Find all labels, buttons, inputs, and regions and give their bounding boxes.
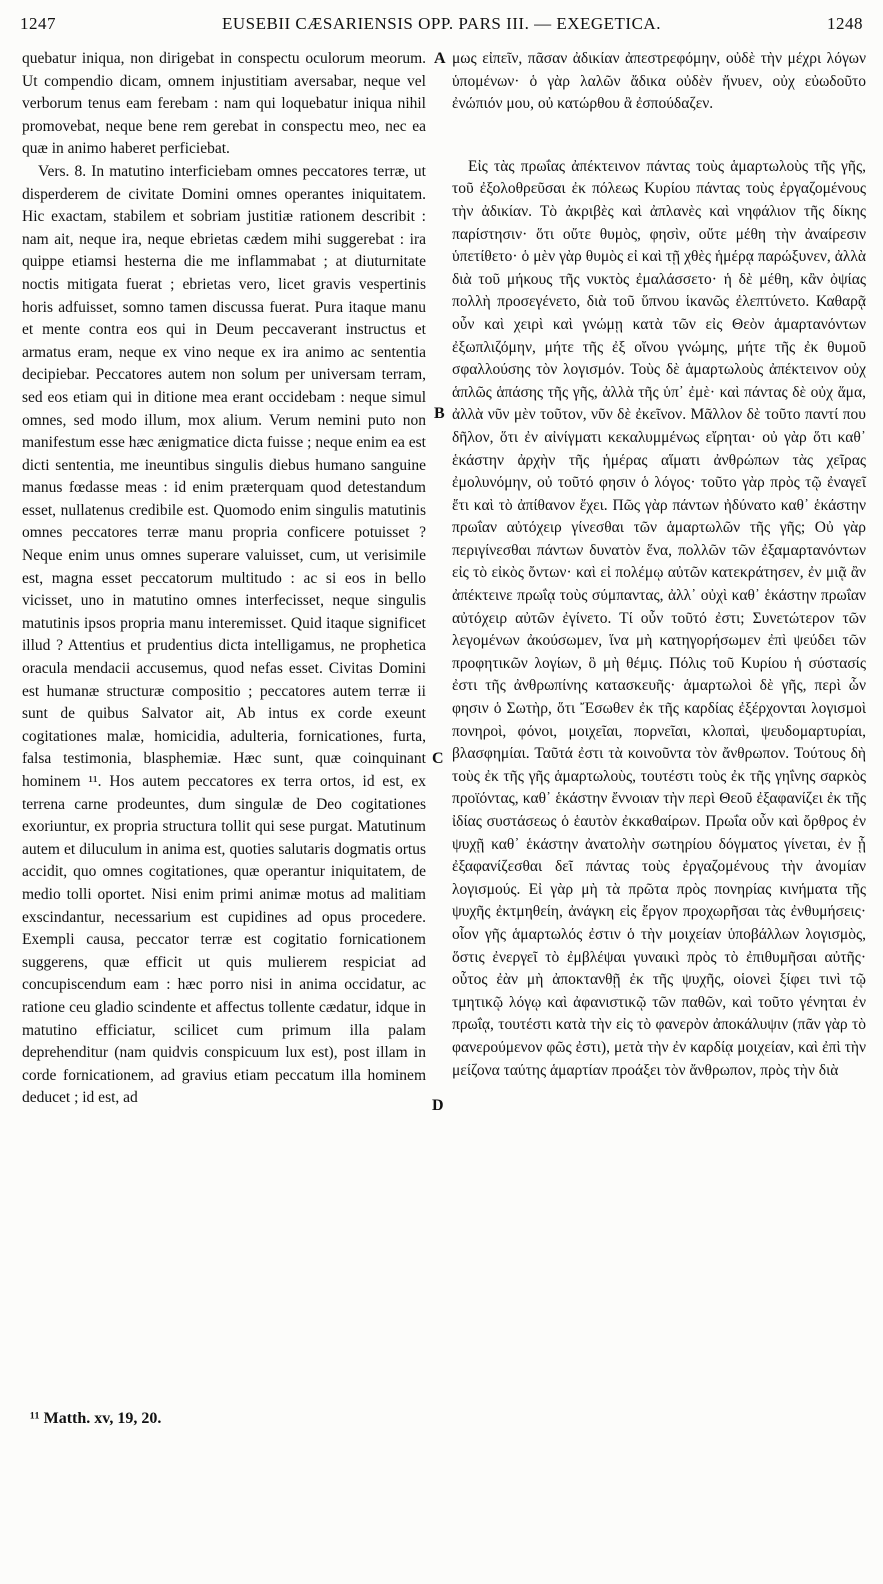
margin-marker-d: D (432, 1097, 444, 1114)
margin-marker-a: A (434, 50, 446, 67)
latin-column (22, 48, 426, 1110)
running-title: EUSEBII CÆSARIENSIS OPP. PARS III. — EXEGETICA. (222, 14, 661, 33)
paragraph-gap (452, 116, 866, 156)
footnote: ¹¹ Matth. xv, 19, 20. (30, 1410, 162, 1427)
latin-paragraph-2: Vers. 8. In matutino interficiebam omnes peccatores terræ, ut disperderem de civitate Domini omnes operantes iniquitatem. Hic exactam, stabilem et sobriam justitiæ rationem describit : nam ait, neque ira, neque ebrietas cædem mihi suggerebat : ira quippe etiamsi hesterna die me inflammabat ; at diuturnitate noctis mitigata fuerat ; ebrietas vero, licet gravis vespertinis horis adfuisset, somno tamen discussa fuerat. Pura itaque manu et mente contra eos qui in Deum peccaverant instructus et armatus eram, neque ex vino neque ex ira animo ac sententia decipiebar. Peccatores autem non solum per universam terram, sed eos etiam qui in ditione mea erant occidebam : neque simul omnes, sed modo illum, mox alium. Verum nemini puto non manifestum esse hæc ænigmatice dicta fuisse ; neque enim ea est dicti sententia, me ineuntibus singulis diebus humano sanguine manus fœdasse meas : id enim præterquam quod detestandum esset, nullatenus credibile est. Quomodo enim singulis matutinis omnes peccatores terræ manu propria conficere potuisset ? Neque enim unus omnes superare valuisset, cum, ut verisimile est, magna esset peccatorum multitudo : ac si eos in bello vicisset, uno in matutino omnes interfecisset, neque singulis matutinis ipsos propria manu interemisset. Quid itaque significet illud ? Attentius et prudentius dicta intelligamus, ne prophetica oracula mendacii accusemus, quod nefas esset. Civitas Domini est humanæ structuræ compositio ; peccatores autem terræ ii sunt de quibus Salvator ait, Ab intus ex corde exeunt cogitationes malæ, homicidia, adulteria, fornicationes, furta, falsa testimonia, blasphemiæ. Hæc sunt, quæ coinquinant hominem ¹¹. Hos autem peccatores ex terra ortos, id est, ex terrena carne prodeuntes, dum singulæ de Deo cogitationes exoriuntur, ex propria structura tollit qui sese purgat. Matutinum autem et diluculum in anima est, quoties salutaris dogmatis ortus accidit, quo omnes cogitationes, quæ operantur iniquitatem, de medio tolli oportet. Nisi enim primi animæ motus ad malitiam exscindantur, necessarium est cupidines ad opus procedere. Exempli causa, peccator terræ est cogitatio fornicationem suggerens, quæ efficit ut quis mulierem respiciat ad concupiscendum eam : hæc porro nisi in anima occidatur, ac ratione ceu gladio scindente et affectus tollente cædatur, idque in matutino efficiatur, scilicet cum primum illa palam deprehenditur (nam quidvis conspicuum lux est), post illam in corde fornicationem, ad gravius etiam peccatum illa hominem deducet ; id est, ad (22, 162, 426, 1107)
page-number-left: 1247 (20, 14, 56, 33)
greek-column (452, 48, 866, 1082)
greek-paragraph-2: Εἰς τὰς πρωΐας ἀπέκτεινον πάντας τοὺς ἁμαρτωλοὺς τῆς γῆς, τοῦ ἐξολοθρεῦσαι ἐκ πόλεως Κυρίου πάντας τοὺς ἐργαζομένους τὴν ἀδικίαν. Τὸ ἀκριβὲς καὶ ἀπλανὲς καὶ νηφάλιον τῆς δίκης παρίστησιν· ὅτι οὔτε θυμὸς, φησὶν, οὔτε μέθη τὴν ἀναίρεσιν ὑπετίθετο· ὁ μὲν γὰρ θυμὸς εἰ καὶ τῇ χθὲς ἡμέρᾳ παρώξυνεν, ἀλλὰ διὰ τοῦ μήκους τῆς νυκτὸς ἐμαλάσσετο· ἡ δὲ μέθη, κἂν ὀψίας πολλὴ προσεγένετο, διὰ τοῦ ὕπνου ἱκανῶς ἐλεπτύνετο. Καθαρᾷ οὖν καὶ χειρὶ καὶ γνώμῃ κατὰ τῶν εἰς Θεὸν ἁμαρτανόντων ἐξωπλιζόμην, μήτε τῆς ἐξ οἴνου γνώμης, μήτε τῆς ἐκ θυμοῦ σφαλλούσης τὸν λογισμόν. Τοὺς δὲ ἁμαρτωλοὺς ἀπέκτεινον οὐχ ἁπλῶς ἁπάσης τῆς γῆς, ἀλλὰ τῆς ὑπ᾽ ἐμὲ· καὶ πάντας δὲ οὐχ ἅμα, ἀλλὰ νῦν μὲν τοῦτον, νῦν δὲ ἐκεῖνον. Μᾶλλον δὲ τοῦτο παντί που δῆλον, ὅτι ἐν αἰνίγματι κεκαλυμμένως εἴρηται· οὐ γὰρ ὅτι καθ᾽ ἑκάστην ἀρχὴν τῆς ἡμέρας αἵματι ἀνθρώπων τὰς χεῖρας ἐμολυνόμην, οὐ τοῦτό φησιν ὁ λόγος· τοῦτο γὰρ πρὸς τῷ ἐναγεῖ ἔτι καὶ τὸ ἀπίθανον ἔχει. Πῶς γὰρ πάντων ἠδύνατο καθ᾽ ἑκάστην πρωΐαν αὐτόχειρ γίνεσθαι τῶν ἁμαρτωλῶν τῆς γῆς; Οὐ γὰρ περιγίνεσθαι πάντων δυνατὸν ἕνα, πολλῶν τῶν ἐξαμαρτανόντων εἰς τὸ εἰκὸς ὄντων· καὶ εἰ πολέμῳ αὐτῶν κατεκράτησεν, ἐν μιᾷ ἂν ἀπέκτεινε πρωΐᾳ τοὺς σύμπαντας, ἀλλ᾽ οὐχὶ καθ᾽ ἑκάστην πρωΐαν αὐτόχειρ αὐτῶν ἐγίνετο. Τί οὖν τοῦτό ἐστι; Συνετώτερον τῶν λεγομένων ἀκούσωμεν, ἵνα μὴ κατηγορήσωμεν ἐπὶ ψεύδει τῶν προφητικῶν λογίων, ὃ μὴ θέμις. Πόλις τοῦ Κυρίου ἡ σύστασίς ἐστι τῆς ἀνθρωπίνης κατασκευῆς· ἁμαρτωλοὶ δὲ γῆς, περὶ ὧν φησιν ὁ Σωτὴρ, ὅτι Ἔσωθεν ἐκ τῆς καρδίας ἐξέρχονται λογισμοὶ πονηροὶ, φόνοι, μοιχεῖαι, πορνεῖαι, κλοπαὶ, ψευδομαρτυρίαι, βλασφημίαι. Ταῦτά ἐστι τὰ κοινοῦντα τὸν ἄνθρωπον. Τούτους δὴ τοὺς ἐκ τῆς γῆς ἁμαρτωλοὺς, τουτέστι τοὺς ἐκ τῆς γηΐνης σαρκὸς προϊόντας, καθ᾽ ἑκάστην ἔννοιαν τὴν περὶ Θεοῦ ἐξαφανίζει ἐκ τῆς ἰδίας συστάσεως ὁ ἑαυτὸν ἐκκαθαίρων. Πρωΐα οὖν καὶ ὄρθρος ἐν ψυχῇ καθ᾽ ἑκάστην ἀνατολὴν σωτηρίου δόγματος γίνεται, ἐν ᾗ ἐξαφανίζεσθαι δεῖ πάντας τοὺς ἐργαζομένους τὴν ἀνομίαν λογισμούς. Εἰ γὰρ μὴ τὰ πρῶτα πρὸς πονηρίας κινήματα τῆς ψυχῆς ἐκτμηθείη, ἀνάγκη εἰς ἔργον προχωρῆσαι τὰς ἐνθυμήσεις· οἷον γῆς ἁμαρτωλός ἐστιν ὁ τὴν μοιχείαν ὑποβάλλων λογισμὸς, ὅστις ἐνεργεῖ τὸ ἐμβλέψαι γυναικὶ πρὸς τὸ ἐπιθυμῆσαι αὐτῆς· οὗτος ἐὰν μὴ ἀποκτανθῇ ἐκ τῆς ψυχῆς, οἱονεὶ ξίφει τινὶ τῷ τμητικῷ λόγῳ καὶ ἀφανιστικῷ τῶν παθῶν, καὶ τοῦτο γένηται ἐν πρωΐᾳ, τουτέστι κατὰ τὴν εἰς τὸ φανερὸν ἀποκάλυψιν (πᾶν γὰρ τὸ φανερούμενον φῶς ἐστι), μετὰ τὴν ἐν καρδίᾳ μοιχείαν, καὶ ἐπὶ τὴν μείζονα ταύτης ἁμαρτίαν προάξει τὸν ἄνθρωπον, πρὸς τὴν διὰ (452, 157, 866, 1079)
page-number-right: 1248 (827, 14, 863, 33)
greek-paragraph-1: μως εἰπεῖν, πᾶσαν ἀδικίαν ἀπεστρεφόμην, οὐδὲ τὴν μέχρι λόγων ὑπομένων· ὁ γὰρ λαλῶν ἄδικα οὐδὲν ἤνυεν, οὐχ εὐωδοῦτο ἐνώπιόν μου, οὐ κατώρθου ἃ ἐσπούδαζεν. (452, 50, 866, 113)
running-header (0, 14, 883, 40)
margin-marker-c: C (432, 750, 444, 767)
latin-paragraph-1: quebatur iniqua, non dirigebat in conspectu oculorum meorum. Ut compendio dicam, omnem injustitiam aversabar, neque vel verborum tenus eam ferebam : nam qui loquebatur iniqua nihil promovebat, neque bene rem gerebat in conspectu meo, nec ea quæ in animo haberet perficiebat. (22, 50, 426, 158)
margin-marker-b: B (434, 405, 445, 422)
